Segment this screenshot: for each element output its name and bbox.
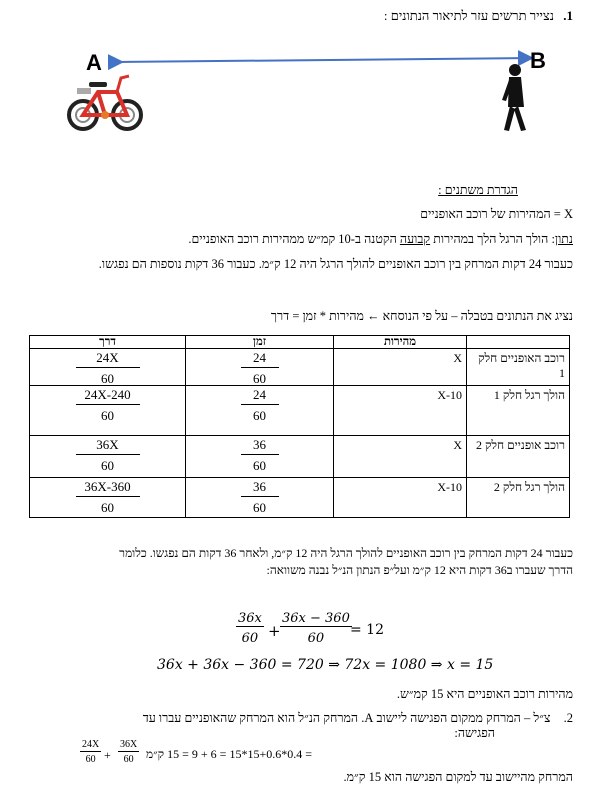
row-distance [30, 386, 186, 436]
table-header-row [30, 336, 570, 349]
row-distance [30, 478, 186, 518]
equation-2: 36x + 36x − 360 = 720 ⇒ 72x = 1080 ⇒ x = 15 [157, 657, 494, 673]
q1-text: נצייר תרשים עזר לתיאור הנתונים : [383, 8, 554, 23]
time-den: 60 [253, 371, 266, 386]
walker-icon [502, 64, 526, 131]
explain-line-2: הדרך שעברו ב36 דקות היא 12 ק״מ ועל״פ הנתון הנ״ל נבנה משוואה: [266, 563, 573, 577]
table-intro: נציג את הנתונים בטבלה – על פי הנוסחא ← מהירות * זמן = דרך [270, 309, 573, 323]
given-text: : הולך הרגל הלך במהירות [433, 232, 555, 246]
header-distance: דרך [30, 336, 186, 349]
distance-num: 36X [76, 436, 140, 455]
q2-calc-text: = 0.4*15+0.6*15 = 6 + 9 = 15 ק״מ [146, 747, 312, 761]
time-den: 60 [253, 458, 266, 473]
row-distance [30, 436, 186, 478]
eq1-rhs: = 12 [350, 622, 384, 638]
q2-text: צ״ל – המרחק ממקום הפגישה ליישוב A. המרחק הנ״ל הוא המרחק שהאופניים עברו עד [142, 711, 551, 725]
distance-den: 60 [101, 408, 114, 423]
distance-num: 24X [76, 349, 140, 368]
answer-1: מהירות רוכב האופניים היא 15 קמ״ש. [396, 687, 573, 701]
distance-den: 60 [101, 371, 114, 386]
header-label [467, 336, 570, 349]
speed-value: X [453, 351, 462, 365]
q2-f2-num: 36X [120, 739, 138, 750]
time-num: 24 [241, 386, 279, 405]
q2-line-2: הפגישה: [454, 726, 495, 740]
row-time [186, 386, 334, 436]
distance-num: 36X-360 [76, 478, 140, 497]
speed-value: X-10 [437, 388, 462, 402]
problem-line: כעבור 24 דקות המרחק בין רוכב האופניים להולך הרגל היה 12 ק״מ. כעבור 36 דקות נוספות הם נפגשו. [98, 257, 573, 271]
row-speed [334, 386, 467, 436]
row-label: רוכב אופניים חלק 2 [467, 436, 570, 478]
eq1-f2-num: 36x − 360 [282, 611, 350, 626]
speed-value: X [453, 438, 462, 452]
q2-calculation [80, 740, 410, 770]
time-num: 36 [241, 478, 279, 497]
distance-den: 60 [101, 500, 114, 515]
given-line [43, 232, 573, 247]
q2-fraction-1 [80, 740, 101, 765]
row-speed [334, 436, 467, 478]
label-b: B [530, 48, 546, 73]
row-label: רוכב האופניים חלק 1 [467, 349, 570, 386]
distance-fraction [78, 349, 138, 385]
q1-heading [384, 8, 573, 24]
row-time [186, 349, 334, 386]
distance-den: 60 [101, 458, 114, 473]
q2-line-1 [13, 711, 573, 726]
table-row [30, 478, 570, 518]
row-time [186, 478, 334, 518]
data-table [29, 335, 570, 518]
header-speed: מהירות [334, 336, 467, 349]
table-row [30, 349, 570, 386]
q2-conclusion: המרחק מהיישוב עד למקום הפגישה הוא 15 ק״מ. [343, 770, 573, 784]
label-a: A [86, 50, 102, 75]
q2-f1-den: 60 [85, 754, 96, 765]
row-time [186, 436, 334, 478]
row-distance [30, 349, 186, 386]
speed-value: X-10 [437, 480, 462, 494]
table-row [30, 386, 570, 436]
time-den: 60 [253, 408, 266, 423]
q2-fraction-2 [118, 740, 139, 765]
q1-number: 1. [563, 8, 573, 23]
row-label: הולך רגל חלק 2 [467, 478, 570, 518]
table-row [30, 436, 570, 478]
given-rest: הקטנה ב-10 קמ״ש ממהירות רוכב האופניים. [188, 232, 397, 246]
variables-heading-text: הגדרת משתנים : [438, 183, 518, 197]
time-fraction [243, 349, 277, 385]
diagram [60, 40, 560, 140]
distance-arrow [120, 58, 530, 62]
time-fraction [243, 386, 277, 422]
time-num: 24 [241, 349, 279, 368]
bicycle-icon [69, 76, 141, 129]
time-den: 60 [253, 500, 266, 515]
variables-heading [118, 183, 518, 198]
distance-num: 24X-240 [76, 386, 140, 405]
time-fraction [243, 436, 277, 472]
header-time: זמן [186, 336, 334, 349]
equation-1 [236, 612, 436, 650]
eq1-f1-den: 60 [241, 631, 259, 646]
q2-number: 2. [563, 711, 573, 725]
q2-plus: + [104, 748, 111, 762]
row-speed [334, 478, 467, 518]
row-label: הולך רגל חלק 1 [467, 386, 570, 436]
eq1-plus: + [268, 622, 281, 640]
eq1-f2-den: 60 [307, 631, 325, 646]
given-underlined: קבועה [399, 232, 431, 246]
distance-fraction [78, 436, 138, 472]
distance-fraction [78, 478, 138, 514]
given-label: נתון [554, 232, 573, 246]
eq1-fraction-1 [236, 612, 264, 645]
x-definition: X = המהירות של רוכב האופניים [420, 207, 573, 221]
q2-f1-num: 24X [82, 739, 100, 750]
time-num: 36 [241, 436, 279, 455]
explain-line-1: כעבור 24 דקות המרחק בין רוכב האופניים להולך הרגל היה 12 ק״מ, ולאחר 36 דקות הם נפגשו. כלומר [119, 546, 573, 560]
time-fraction [243, 478, 277, 514]
q2-f2-den: 60 [123, 754, 134, 765]
eq1-fraction-2 [280, 612, 352, 645]
distance-fraction [78, 386, 138, 422]
row-speed [334, 349, 467, 386]
eq1-f1-num: 36x [238, 611, 262, 626]
